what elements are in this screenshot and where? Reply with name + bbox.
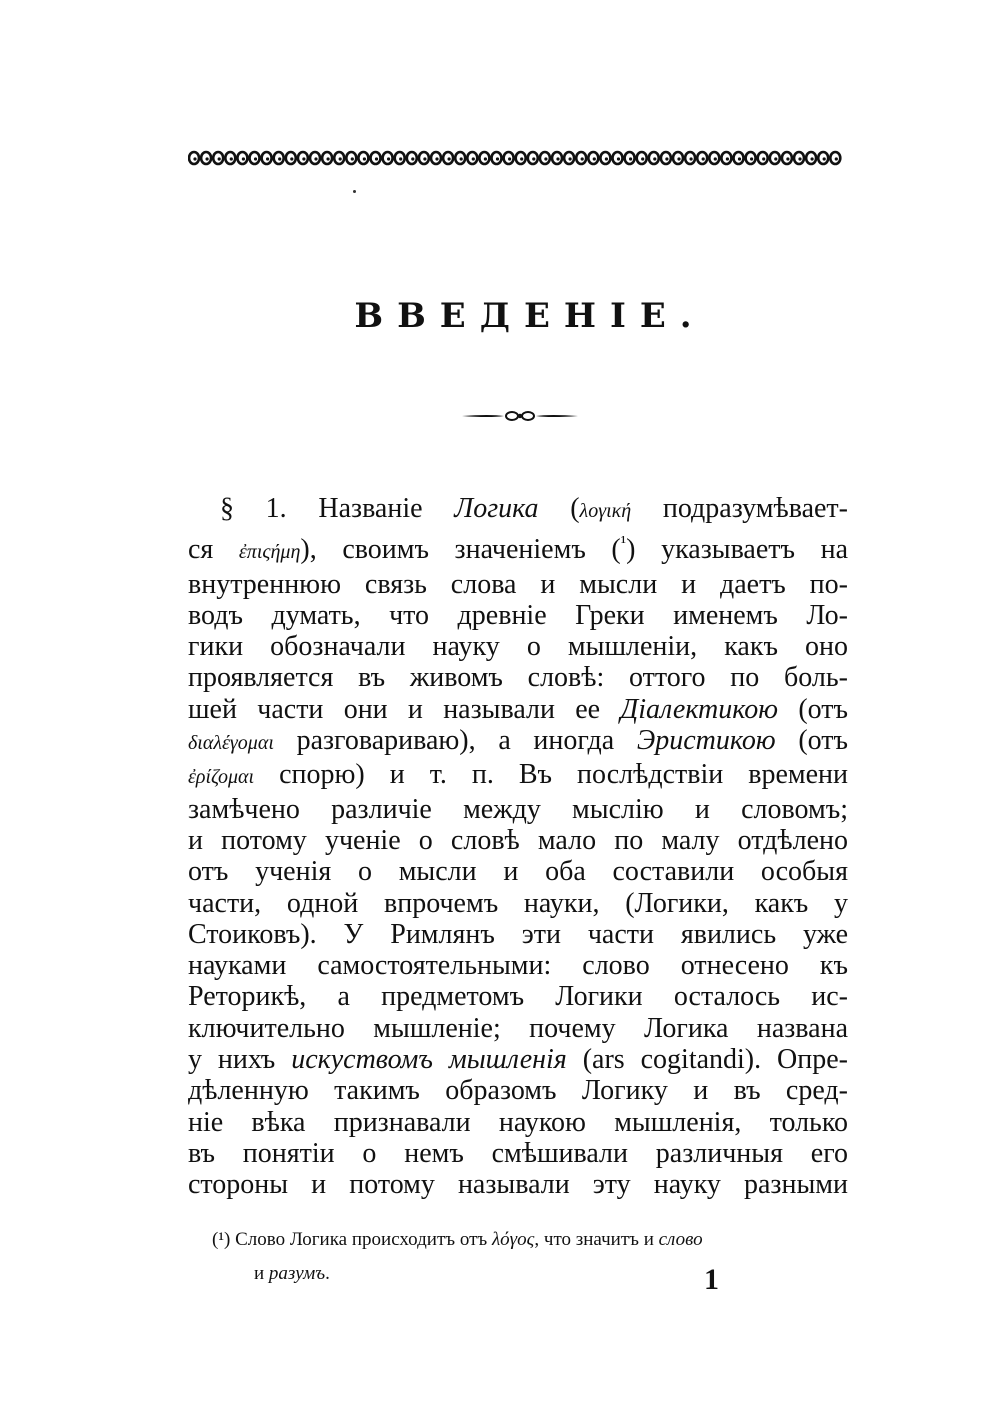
text-line: въ понятіи о немъ смѣшивали различныя его bbox=[188, 1137, 848, 1169]
print-speck bbox=[353, 190, 356, 193]
text-line: Реторикѣ, а предметомъ Логики осталось ис- bbox=[188, 981, 848, 1013]
text-line: замѣчено различіе между мыслію и словомъ; bbox=[188, 793, 848, 825]
text-line: шей части они и называли ее Діалектикою (отъ bbox=[188, 693, 848, 725]
text-line: ніе вѣка признавали наукою мышленія, только bbox=[188, 1106, 848, 1138]
ornament-row-icon bbox=[188, 150, 848, 166]
main-paragraph bbox=[188, 493, 848, 1201]
text-line: части, одной впрочемъ науки, (Логики, какъ у bbox=[188, 887, 848, 919]
text-line: и потому ученіе о словѣ мало по малу отдѣлено bbox=[188, 824, 848, 856]
page-number: 1 bbox=[704, 1263, 719, 1296]
text-line: у нихъ искуствомъ мышленія (ars cogitandi). Опре- bbox=[188, 1044, 848, 1076]
text-line: διαλέγομαι разговариваю), а иногда Эристикою (отъ bbox=[188, 725, 848, 757]
footnote-line-2: и разумъ. bbox=[254, 1263, 330, 1284]
footnote-marker: (¹) bbox=[212, 1229, 231, 1250]
divider-flourish-icon bbox=[460, 408, 580, 424]
text-line: Стоиковъ). У Римлянъ эти части явились уже bbox=[188, 918, 848, 950]
text-line: гики обозначали науку о мышленіи, какъ оно bbox=[188, 631, 848, 663]
footnote bbox=[212, 1223, 852, 1291]
text-line: отъ ученія о мысли и оба составили особыя bbox=[188, 856, 848, 888]
page-title: ВВЕДЕНІЕ. bbox=[354, 296, 706, 336]
text-line: водъ думать, что древніе Греки именемъ Ло- bbox=[188, 599, 848, 631]
text-line: науками самостоятельными: слово отнесено къ bbox=[188, 950, 848, 982]
text-line: ключительно мышленіе; почему Логика названа bbox=[188, 1012, 848, 1044]
text-line: внутреннюю связь слова и мысли и даетъ по- bbox=[188, 568, 848, 600]
text-line: проявляется въ живомъ словѣ: оттого по боль- bbox=[188, 662, 848, 694]
text-line: дѣленную такимъ образомъ Логику и въ сред- bbox=[188, 1075, 848, 1107]
header-ornament-band bbox=[188, 150, 848, 166]
text-line: стороны и потому называли эту науку разными bbox=[188, 1169, 848, 1201]
text-line: ся ἐπιςήμη), своимъ значеніемъ ($^{^1}$) указываетъ на bbox=[188, 532, 849, 566]
footnote-line-1: (¹) Слово Логика происходитъ отъ λόγος, что значитъ и слово bbox=[212, 1229, 703, 1250]
text-line: ἐρίζομαι спорю) и т. п. Въ послѣдствіи времени bbox=[188, 759, 848, 791]
text-line: § 1. Названіе Логика (λογική подразумѣвает- bbox=[220, 493, 848, 524]
title-divider bbox=[460, 408, 580, 424]
